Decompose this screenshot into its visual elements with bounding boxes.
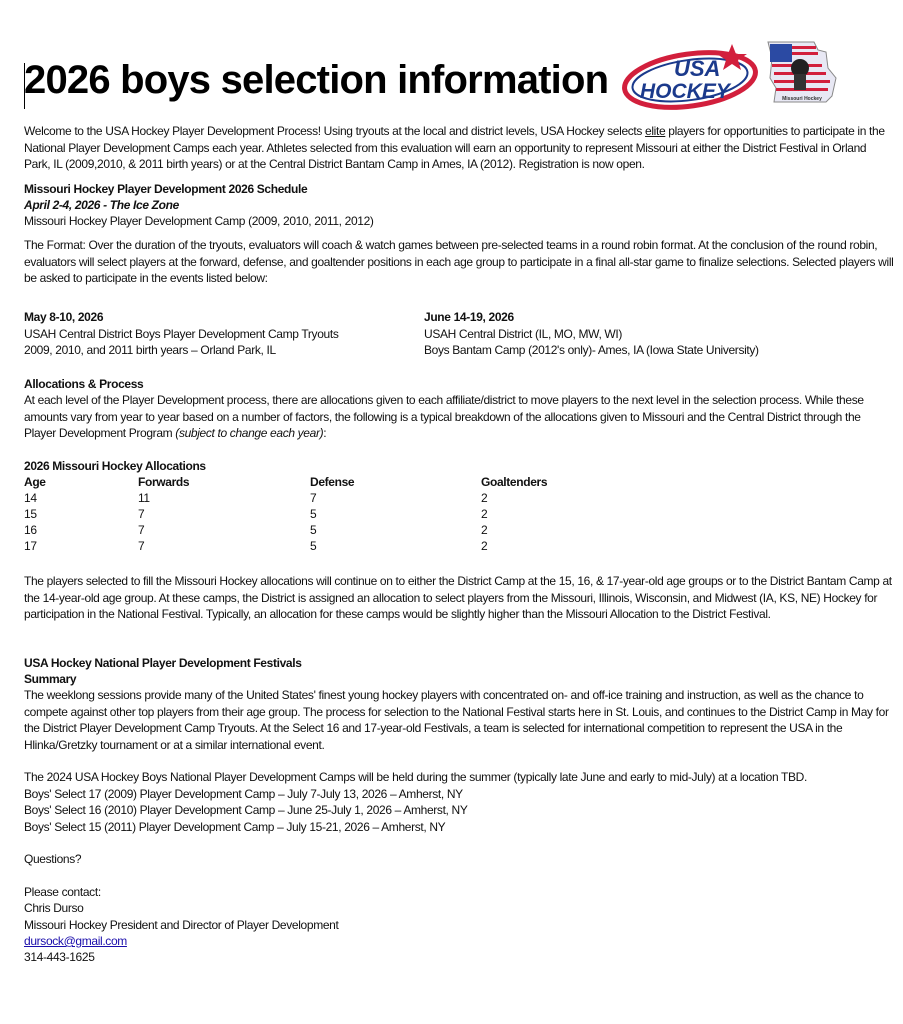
- table-row: 14 11 7 2: [24, 491, 488, 505]
- table-row: 16 7 5 2: [24, 523, 488, 537]
- table-row: 17 7 5 2: [24, 539, 488, 553]
- event-date: May 8-10, 2026: [24, 310, 104, 324]
- allocations-heading: Allocations & Process: [24, 377, 144, 391]
- contact-phone: 314-443-1625: [24, 950, 95, 964]
- national-camp-item: Boys' Select 15 (2011) Player Development Camp – July 15-21, 2026 – Amherst, NY: [24, 820, 446, 834]
- festivals-heading: USA Hockey National Player Development Festivals: [24, 656, 302, 670]
- contact-role: Missouri Hockey President and Director of Player Development: [24, 918, 339, 932]
- page-title: 2026 boys selection information: [24, 58, 609, 102]
- festivals-subheading: Summary: [24, 672, 77, 686]
- intro-paragraph: Welcome to the USA Hockey Player Development Process! Using tryouts at the local and district levels, USA Hockey selects elite players for opportunities to participate in the National Player Development Camps each year. Athletes selected from this evaluation will earn an opportunity to represent Missouri at either the District Festival in Orland Park, IL (2009,2010, & 2011 birth years) or at the Central District Bantam Camp in Ames, IA (2012). Registration is now open.: [24, 124, 885, 172]
- event-line: USAH Central District (IL, MO, MW, WI): [424, 326, 623, 341]
- event-june: [424, 309, 884, 359]
- event-line: 2009, 2010, and 2011 birth years – Orland Park, IL: [24, 343, 276, 358]
- allocations-table: [24, 474, 601, 554]
- allocations-paragraph: At each level of the Player Development process, there are allocations given to each affiliate/district to move players to the next level in the selection process. While these amounts vary from year to year based on a number of factors, the following is a typical breakdown of the allocations given to Missouri and the Central District through the Player Development Program (subject to change each year):: [24, 393, 864, 441]
- district-paragraph: The players selected to fill the Missouri Hockey allocations will continue on to either the District Camp at the 15, 16, & 17-year-old age groups or to the District Bantam Camp at the 14-year-old age group. At these camps, the District is assigned an allocation to select players from the Missouri, Illinois, Wisconsin, and Midwest (IA, KS, NE) Hockey for participation in the National Festival. Typically, an allocation for these camps would be slightly higher than the Missouri Allocation to the District Festival.: [24, 574, 892, 622]
- event-date: June 14-19, 2026: [424, 310, 514, 324]
- schedule-camp: Missouri Hockey Player Development Camp (2009, 2010, 2011, 2012): [24, 214, 374, 228]
- event-line: Boys Bantam Camp (2012's only)- Ames, IA (Iowa State University): [424, 343, 759, 358]
- schedule-date: April 2-4, 2026 - The Ice Zone: [24, 198, 179, 212]
- national-camp-item: Boys' Select 16 (2010) Player Development Camp – June 25-July 1, 2026 – Amherst, NY: [24, 803, 468, 817]
- contact-email-link[interactable]: dursock@gmail.com: [24, 934, 127, 948]
- missouri-logo-caption: Missouri Hockey: [782, 96, 822, 102]
- missouri-hockey-logo: [764, 38, 840, 108]
- national-camps-intro: The 2024 USA Hockey Boys National Player Development Camps will be held during the summer (typically late June and early to mid-July) at a location TBD.: [24, 770, 807, 784]
- format-paragraph: The Format: Over the duration of the tryouts, evaluators will coach & watch games between pre-selected teams in a round robin format. At the conclusion of the round robin, evaluators will select players at the forward, defense, and goaltender positions in each age group to participate in a final all-star game to finalize selections. Selected players will be asked to participate in the events listed below:: [24, 238, 894, 286]
- event-may: [24, 309, 414, 359]
- usa-hockey-logo: [620, 40, 760, 112]
- questions-text: Questions?: [24, 852, 82, 866]
- contact-intro: Please contact:: [24, 885, 101, 899]
- festivals-paragraph: The weeklong sessions provide many of the United States' finest young hockey players with concentrated on- and off-ice training and instruction, as well as the chance to compete against other top players from their age group. The process for selection to the National Festival starts here in St. Louis, and continues to the District Camp in May for the District Player Development Camp Tryouts. At the Select 16 and 17-year-old Festivals, a team is selected for international competition to represent the USA in the Hlinka/Gretzky tournament or at a similar international event.: [24, 688, 889, 752]
- table-row: 15 7 5 2: [24, 507, 488, 521]
- elite-underlined: elite: [645, 124, 666, 138]
- schedule-heading: Missouri Hockey Player Development 2026 Schedule: [24, 182, 308, 196]
- alloc-table-heading: 2026 Missouri Hockey Allocations: [24, 459, 206, 473]
- contact-name: Chris Durso: [24, 901, 84, 915]
- hockey-logo-text: HOCKEY: [640, 80, 730, 103]
- contact-email-row: [24, 933, 127, 950]
- table-header-row: Age Forwards Defense Goaltenders: [24, 475, 548, 489]
- usa-logo-text: USA: [674, 56, 721, 81]
- event-line: USAH Central District Boys Player Development Camp Tryouts: [24, 326, 339, 341]
- national-camp-item: Boys' Select 17 (2009) Player Development Camp – July 7-July 13, 2026 – Amherst, NY: [24, 787, 463, 801]
